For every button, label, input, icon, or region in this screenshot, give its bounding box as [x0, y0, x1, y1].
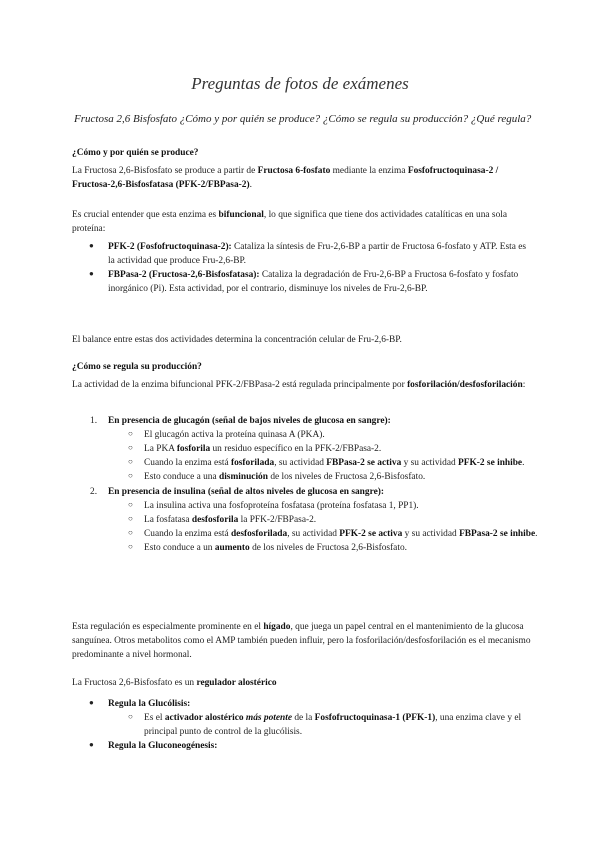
page-title: Preguntas de fotos de exámenes — [191, 74, 409, 93]
paragraph-bifunctional: Es crucial entender que esta enzima es bifuncional, lo que significa que tiene dos actividades catalíticas en una sola proteína: — [72, 210, 508, 235]
paragraph-production: La Fructosa 2,6-Bisfosfato se produce a partir de Fructosa 6-fosfato mediante la enzima Fosfofructoquinasa-2 / Fructosa-2,6-Bisfosfatasa (PFK-2/FBPasa-2). — [72, 166, 499, 191]
list-item-insulin: 2. En presencia de insulina (señal de altos niveles de glucosa en sangre): ○ La insulina activa una fosfoproteína fosfatasa (proteína fosfatasa 1, PP1). ○ La fosfatasa desfosforila la PFK-2/FBPasa-2. ○ Cuando la enzima está desfosforilada, su actividad PFK-2 se activa y su actividad FBPasa-2 se inhibe. ○ Esto conduce a un aumento de los niveles de Fructosa 2,6-Bisfosfato. — [72, 485, 542, 556]
section-heading-regulation: ¿Cómo se regula su producción? — [72, 362, 202, 372]
sub-item: ○ El glucagón activa la proteína quinasa A (PKA). — [72, 428, 542, 442]
list-item-glucagon: 1. En presencia de glucagón (señal de bajos niveles de glucosa en sangre): ○ El glucagón activa la proteína quinasa A (PKA). ○ La PKA fosforila un residuo específico en la PFK-2/FBPasa-2. ○ Cuando la enzima está fosforilada, su actividad FBPasa-2 se activa y su actividad PFK-2 se inhibe. ○ Esto conduce a una disminución de los niveles de Fructosa 2,6-Bisfosfato. — [72, 414, 542, 485]
sub-item: ○ Cuando la enzima está fosforilada, su actividad FBPasa-2 se activa y su actividad PFK-2 se inhibe. — [72, 456, 542, 470]
sub-item: ○ Es el activador alostérico más potente de la Fosfofructoquinasa-1 (PFK-1), una enzima clave y el principal punto de control de la glucólisis. — [72, 711, 542, 739]
sub-item: ○ La insulina activa una fosfoproteína fosfatasa (proteína fosfatasa 1, PP1). — [72, 499, 542, 513]
regulates-list — [72, 697, 542, 753]
paragraph-allosteric: La Fructosa 2,6-Bisfosfato es un regulador alostérico — [72, 678, 277, 688]
paragraph-liver: Esta regulación es especialmente prominente en el hígado, que juega un papel central en el mantenimiento de la glucosa sanguínea. Otros metabolitos como el AMP también pueden influir, pero la fosforilación/desfosforilación es el mecanismo predominante a nivel hormonal. — [72, 622, 531, 661]
activity-list — [72, 240, 532, 296]
sub-item: ○ Cuando la enzima está desfosforilada, su actividad PFK-2 se activa y su actividad FBPasa-2 se inhibe. — [72, 527, 542, 541]
sub-item: ○ Esto conduce a una disminución de los niveles de Fructosa 2,6-Bisfosfato. — [72, 470, 542, 484]
list-item-glycolysis: ● Regula la Glucólisis: ○ Es el activador alostérico más potente de la Fosfofructoquinasa-1 (PFK-1), una enzima clave y el principal punto de control de la glucólisis. — [72, 697, 542, 739]
list-item-gluconeogenesis: ● Regula la Gluconeogénesis: — [72, 739, 542, 753]
paragraph-regulation-intro: La actividad de la enzima bifuncional PFK-2/FBPasa-2 está regulada principalmente por fosforilación/desfosforilación: — [72, 380, 526, 390]
section-heading-production: ¿Cómo y por quién se produce? — [72, 148, 199, 158]
exam-question: Fructosa 2,6 Bisfosfato ¿Cómo y por quién se produce? ¿Cómo se regula su producción? ¿Qué regula? — [74, 113, 532, 125]
list-item: ● FBPasa-2 (Fructosa-2,6-Bisfosfatasa): Cataliza la degradación de Fru-2,6-BP a Fructosa 6-fosfato y fosfato inorgánico (Pi). Esta actividad, por el contrario, disminuye los niveles de Fru-2,6-BP. — [72, 268, 532, 296]
sub-item: ○ Esto conduce a un aumento de los niveles de Fructosa 2,6-Bisfosfato. — [72, 541, 542, 555]
regulation-list — [72, 414, 542, 555]
sub-item: ○ La PKA fosforila un residuo específico en la PFK-2/FBPasa-2. — [72, 442, 542, 456]
list-item: ● PFK-2 (Fosfofructoquinasa-2): Cataliza la síntesis de Fru-2,6-BP a partir de Fructosa 6-fosfato y ATP. Esta es la actividad que produce Fru-2,6-BP. — [72, 240, 532, 268]
sub-item: ○ La fosfatasa desfosforila la PFK-2/FBPasa-2. — [72, 513, 542, 527]
paragraph-balance: El balance entre estas dos actividades determina la concentración celular de Fru-2,6-BP. — [72, 335, 402, 345]
